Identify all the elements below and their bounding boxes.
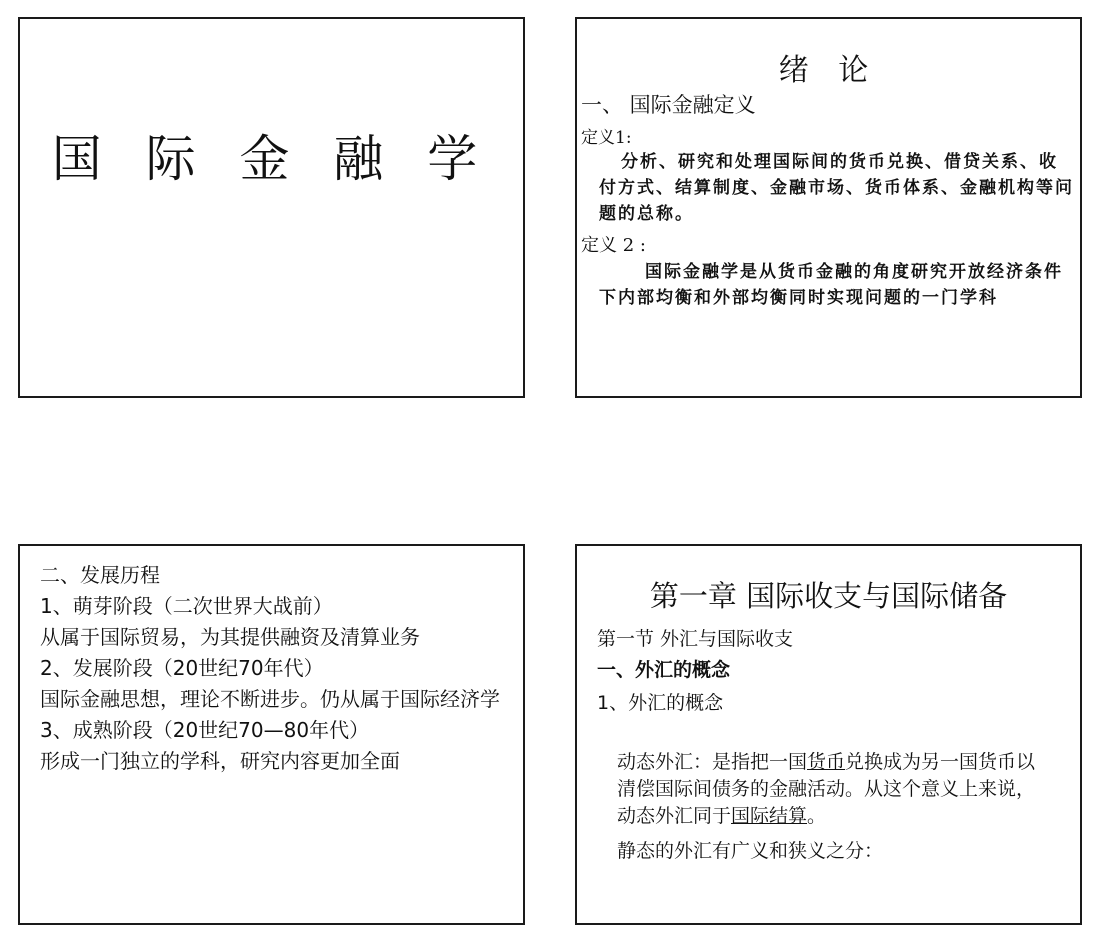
currency-link[interactable]: 货币 bbox=[807, 751, 846, 773]
dynamic-forex-paragraph bbox=[617, 749, 1050, 830]
subsection-title: 一、外汇的概念 bbox=[597, 659, 731, 681]
definition-1-label: 定义1: bbox=[581, 128, 632, 148]
slide-introduction bbox=[575, 17, 1082, 398]
slide-chapter-one bbox=[575, 544, 1082, 925]
section-title: 第一节 外汇与国际收支 bbox=[597, 628, 794, 650]
item-title: 1、外汇的概念 bbox=[597, 692, 724, 714]
slide-heading: 绪 论 bbox=[778, 53, 879, 88]
para-text: 兑换成为另一国货币以清偿国际间债务的金融活动。从这个意义上来说，动态外汇同于 bbox=[617, 751, 1036, 827]
definition-2-text: 国际金融学是从货币金融的角度研究开放经济条件下内部均衡和外部均衡同时实现问题的一门学科 bbox=[599, 262, 1063, 308]
international-settlement-link[interactable]: 国际结算 bbox=[731, 805, 808, 827]
history-line: 2、发展阶段（20世纪70年代） bbox=[40, 656, 324, 680]
section-heading: 一、 国际金融定义 bbox=[581, 93, 756, 117]
history-line: 从属于国际贸易，为其提供融资及清算业务 bbox=[40, 625, 420, 649]
slide-title bbox=[18, 17, 525, 398]
history-line: 二、发展历程 bbox=[40, 563, 160, 587]
para-text: 动态外汇：是指把一国 bbox=[617, 751, 808, 773]
definition-2-label: 定义 2 : bbox=[581, 235, 646, 256]
history-line: 形成一门独立的学科，研究内容更加全面 bbox=[40, 749, 400, 773]
definition-1-text: 分析、研究和处理国际间的货币兑换、借贷关系、收付方式、结算制度、金融市场、货币体系、金融机构等问题的总称。 bbox=[599, 152, 1074, 224]
history-line: 3、成熟阶段（20世纪70—80年代） bbox=[40, 718, 370, 742]
slide-title-text: 国 际 金 融 学 bbox=[51, 130, 492, 188]
slide-development-history bbox=[18, 544, 525, 925]
para-text: 。 bbox=[807, 805, 827, 827]
history-line: 1、萌芽阶段（二次世界大战前） bbox=[40, 594, 333, 618]
history-line: 国际金融思想，理论不断进步。仍从属于国际经济学 bbox=[40, 687, 500, 711]
history-lines bbox=[40, 560, 511, 777]
chapter-title: 第一章 国际收支与国际储备 bbox=[649, 579, 1008, 613]
static-forex-paragraph: 静态的外汇有广义和狭义之分： bbox=[617, 840, 884, 862]
